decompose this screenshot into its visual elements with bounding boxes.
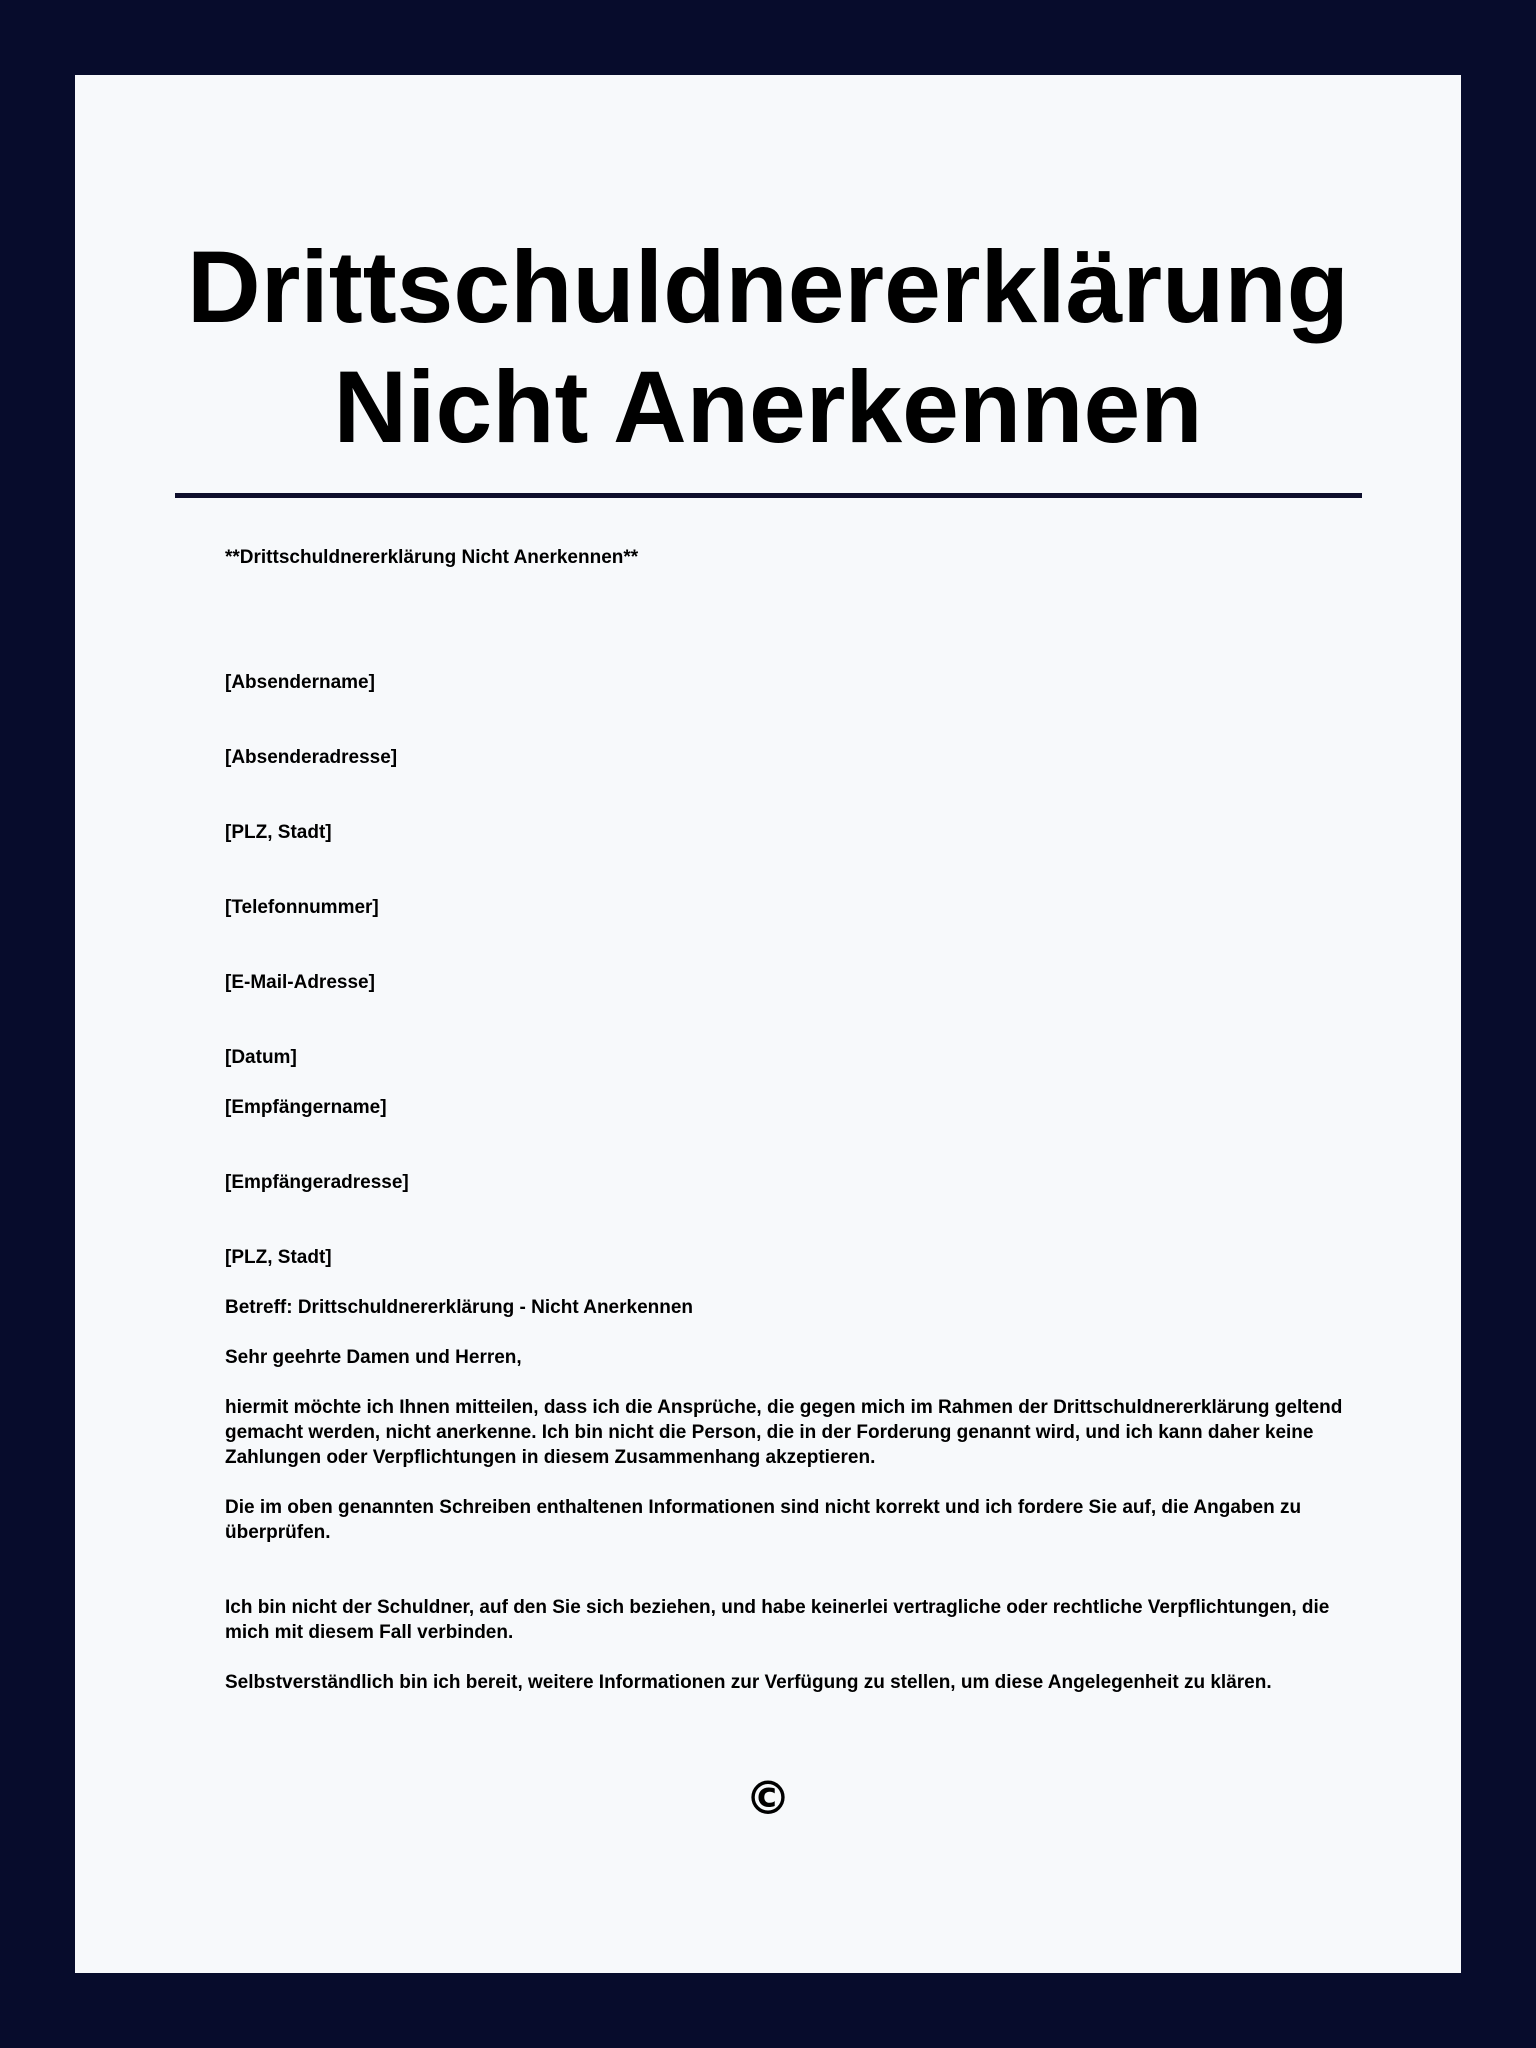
document-page (75, 75, 1461, 1973)
sender-address: [Absenderadresse] (225, 747, 398, 768)
body-paragraph-1: hiermit möchte ich Ihnen mitteilen, dass ich die Ansprüche, die gegen mich im Rahmen der Drittschuldnererklärung geltend gemacht werden, nicht anerkenne. Ich bin nicht die Person, die in der Forderung genannt wird, und ich kann daher keine Zahlungen oder Verpflichtungen in diesem Zusammenhang akzeptieren. (225, 1397, 1343, 1468)
body-paragraph-3: Ich bin nicht der Schuldner, auf den Sie sich beziehen, und habe keinerlei vertragliche oder rechtliche Verpflichtungen, die mich mit diesem Fall verbinden. (225, 1597, 1330, 1643)
body-paragraph-2: Die im oben genannten Schreiben enthaltenen Informationen sind nicht korrekt und ich fordere Sie auf, die Angaben zu überprüfen. (225, 1497, 1302, 1543)
sender-zip-city: [PLZ, Stadt] (225, 822, 332, 843)
sender-name: [Absendername] (225, 672, 375, 693)
copyright-icon: © (745, 1771, 791, 1825)
document-title (75, 227, 1461, 467)
title-line-2: Nicht Anerkennen (333, 350, 1203, 464)
markdown-heading: **Drittschuldnererklärung Nicht Anerkennen** (225, 547, 639, 568)
body-paragraph-4: Selbstverständlich bin ich bereit, weitere Informationen zur Verfügung zu stellen, um diese Angelegenheit zu klären. (225, 1672, 1272, 1693)
title-divider (175, 493, 1362, 498)
recipient-address: [Empfängeradresse] (225, 1172, 409, 1193)
recipient-zip-city: [PLZ, Stadt] (225, 1247, 332, 1268)
recipient-name: [Empfängername] (225, 1097, 387, 1118)
title-line-1: Drittschuldnererklärung (187, 230, 1349, 344)
sender-email: [E-Mail-Adresse] (225, 972, 375, 993)
salutation: Sehr geehrte Damen und Herren, (225, 1347, 522, 1368)
sender-phone: [Telefonnummer] (225, 897, 379, 918)
subject-line: Betreff: Drittschuldnererklärung - Nicht Anerkennen (225, 1297, 694, 1318)
letter-date: [Datum] (225, 1047, 297, 1068)
